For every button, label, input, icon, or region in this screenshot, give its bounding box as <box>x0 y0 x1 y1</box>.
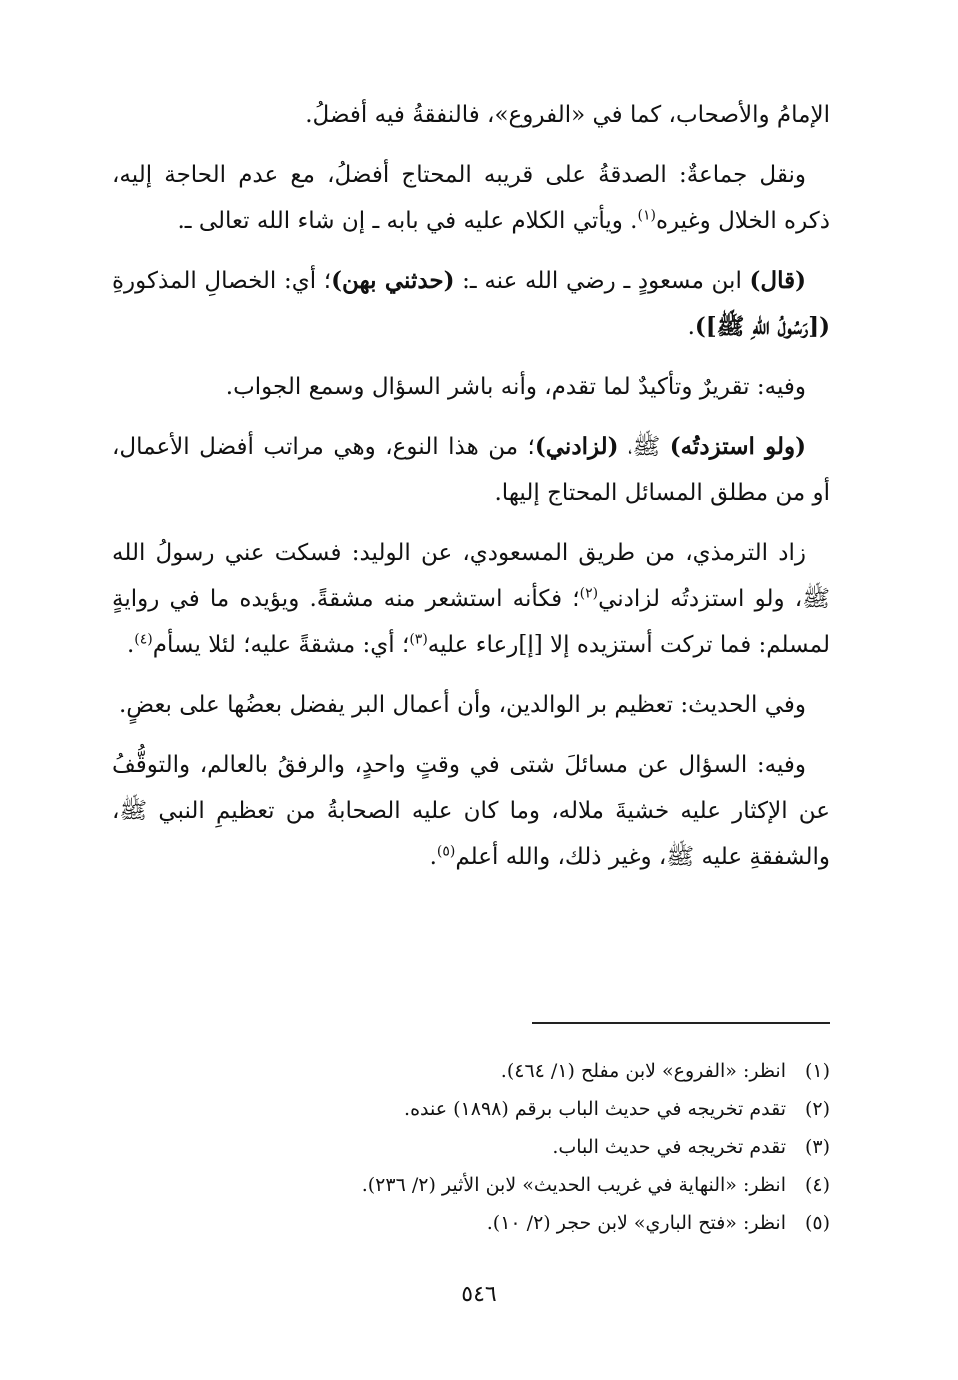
paragraph-8-a: وفيه: السؤال عن مسائلَ شتى في وقتٍ واحدٍ، والرفقُ بالعالم، والتوقُّفُ عن الإكثار عليه خشيةَ ملاله، وما كان عليه الصحابةُ من تعظيمِ النبي ﷺ، والشفقةِ عليه ﷺ، وغير ذلك، والله أعلم <box>112 752 830 870</box>
footnote-number: (١) <box>804 1060 830 1082</box>
paragraph-3-end: . <box>687 314 695 340</box>
footnote-ref-2[interactable]: (٢) <box>579 585 599 602</box>
footnote-ref-4[interactable]: (٤) <box>134 631 153 648</box>
footnote-number: (٥) <box>804 1212 830 1234</box>
paragraph-8-b: . <box>429 844 437 870</box>
paragraph-6-b: ؛ فكأنه استشعر منه مشقةً. ويؤيده ما في روايةٍ لمسلم: فما تركت أستزيده إلا [إ]رعاء عليه <box>112 586 830 658</box>
paragraph-5-mid: ﷺ، <box>618 434 670 460</box>
quote-marker-haddathani: (حدثني بهن) <box>331 267 455 294</box>
paragraph-7 <box>112 682 830 728</box>
paragraph-3-mid: ابن مسعودٍ ـ رضي الله عنه ـ: <box>454 268 750 294</box>
footnote-number: (٤) <box>804 1174 830 1196</box>
paragraph-4-text: وفيه: تقريرٌ وتأكيدٌ لما تقدم، وأنه باشر السؤال وسمع الجواب. <box>225 374 806 400</box>
quote-marker-qal: (قال) <box>749 267 806 294</box>
footnote-text: انظر: «النهاية في غريب الحديث» لابن الأثير (٢/ ٢٣٦). <box>361 1174 786 1196</box>
footnote-text: انظر: «الفروع» لابن مفلح (١/ ٤٦٤). <box>500 1060 786 1082</box>
footnote-text: تقدم تخريجه في حديث الباب برقم (١٨٩٨) عنده. <box>404 1098 786 1120</box>
paragraph-1 <box>112 92 830 138</box>
paragraph-2 <box>112 152 830 244</box>
paragraph-3-tail: ؛ أي: الخصالِ المذكورةِ <box>112 268 332 294</box>
paragraph-1-text: الإمامُ والأصحاب، كما في «الفروع»، فالنفقةُ فيه أفضلُ. <box>305 102 830 128</box>
page-number: ٥٤٦ <box>461 1282 497 1307</box>
paragraph-6-a: زاد الترمذي، من طريق المسعودي، عن الوليد: فسكت عني رسولُ الله ﷺ، ولو استزدتُه لزادني <box>112 540 830 612</box>
footnote-item <box>112 1052 830 1090</box>
footnote-number: (٢) <box>804 1098 830 1120</box>
paragraph-2-tail: . ويأتي الكلام عليه في بابه ـ إن شاء الله تعالى ـ. <box>177 208 638 234</box>
footnotes <box>112 1052 830 1242</box>
main-text <box>112 92 830 894</box>
footnote-number: (٣) <box>804 1136 830 1158</box>
footnote-ref-1[interactable]: (١) <box>637 207 656 224</box>
footnote-item <box>112 1090 830 1128</box>
quote-marker-istazadtuh: (ولو استزدتُه) <box>669 433 806 460</box>
paragraph-6-c: ؛ أي: مشقةً عليه؛ لئلا يسأم <box>152 632 410 658</box>
paragraph-7-text: وفي الحديث: تعظيم بر الوالدين، وأن أعمال البر يفضل بعضُها على بعضٍ. <box>118 692 806 718</box>
paragraph-3 <box>112 258 830 350</box>
quote-marker-lazadani: (لزادني) <box>534 433 619 460</box>
paragraph-6-d: . <box>126 632 135 658</box>
paragraph-4 <box>112 364 830 410</box>
footnote-text: انظر: «فتح الباري» لابن حجر (٢/ ١٠). <box>486 1212 786 1234</box>
footnote-ref-3[interactable]: (٣) <box>409 631 428 648</box>
footnote-item <box>112 1166 830 1204</box>
footnote-item <box>112 1128 830 1166</box>
footnote-text: تقدم تخريجه في حديث الباب. <box>552 1136 786 1158</box>
paragraph-5 <box>112 424 830 516</box>
paragraph-2-text: ونقل جماعةٌ: الصدقةُ على قريبه المحتاج أفضلُ، مع عدم الحاجة إليه، ذكره الخلال وغيره <box>112 162 830 234</box>
paragraph-8 <box>112 742 830 880</box>
footnote-separator <box>532 1022 830 1024</box>
footnote-item <box>112 1204 830 1242</box>
paragraph-5-tail: ؛ من هذا النوع، وهي مراتب أفضل الأعمال، أو من مطلق المسائل المحتاج إليها. <box>112 434 830 506</box>
paragraph-6 <box>112 530 830 668</box>
footnote-ref-5[interactable]: (٥) <box>436 843 456 860</box>
quote-marker-rasul: ([رَسُولُ اللهِ ﷺ]) <box>694 313 830 340</box>
